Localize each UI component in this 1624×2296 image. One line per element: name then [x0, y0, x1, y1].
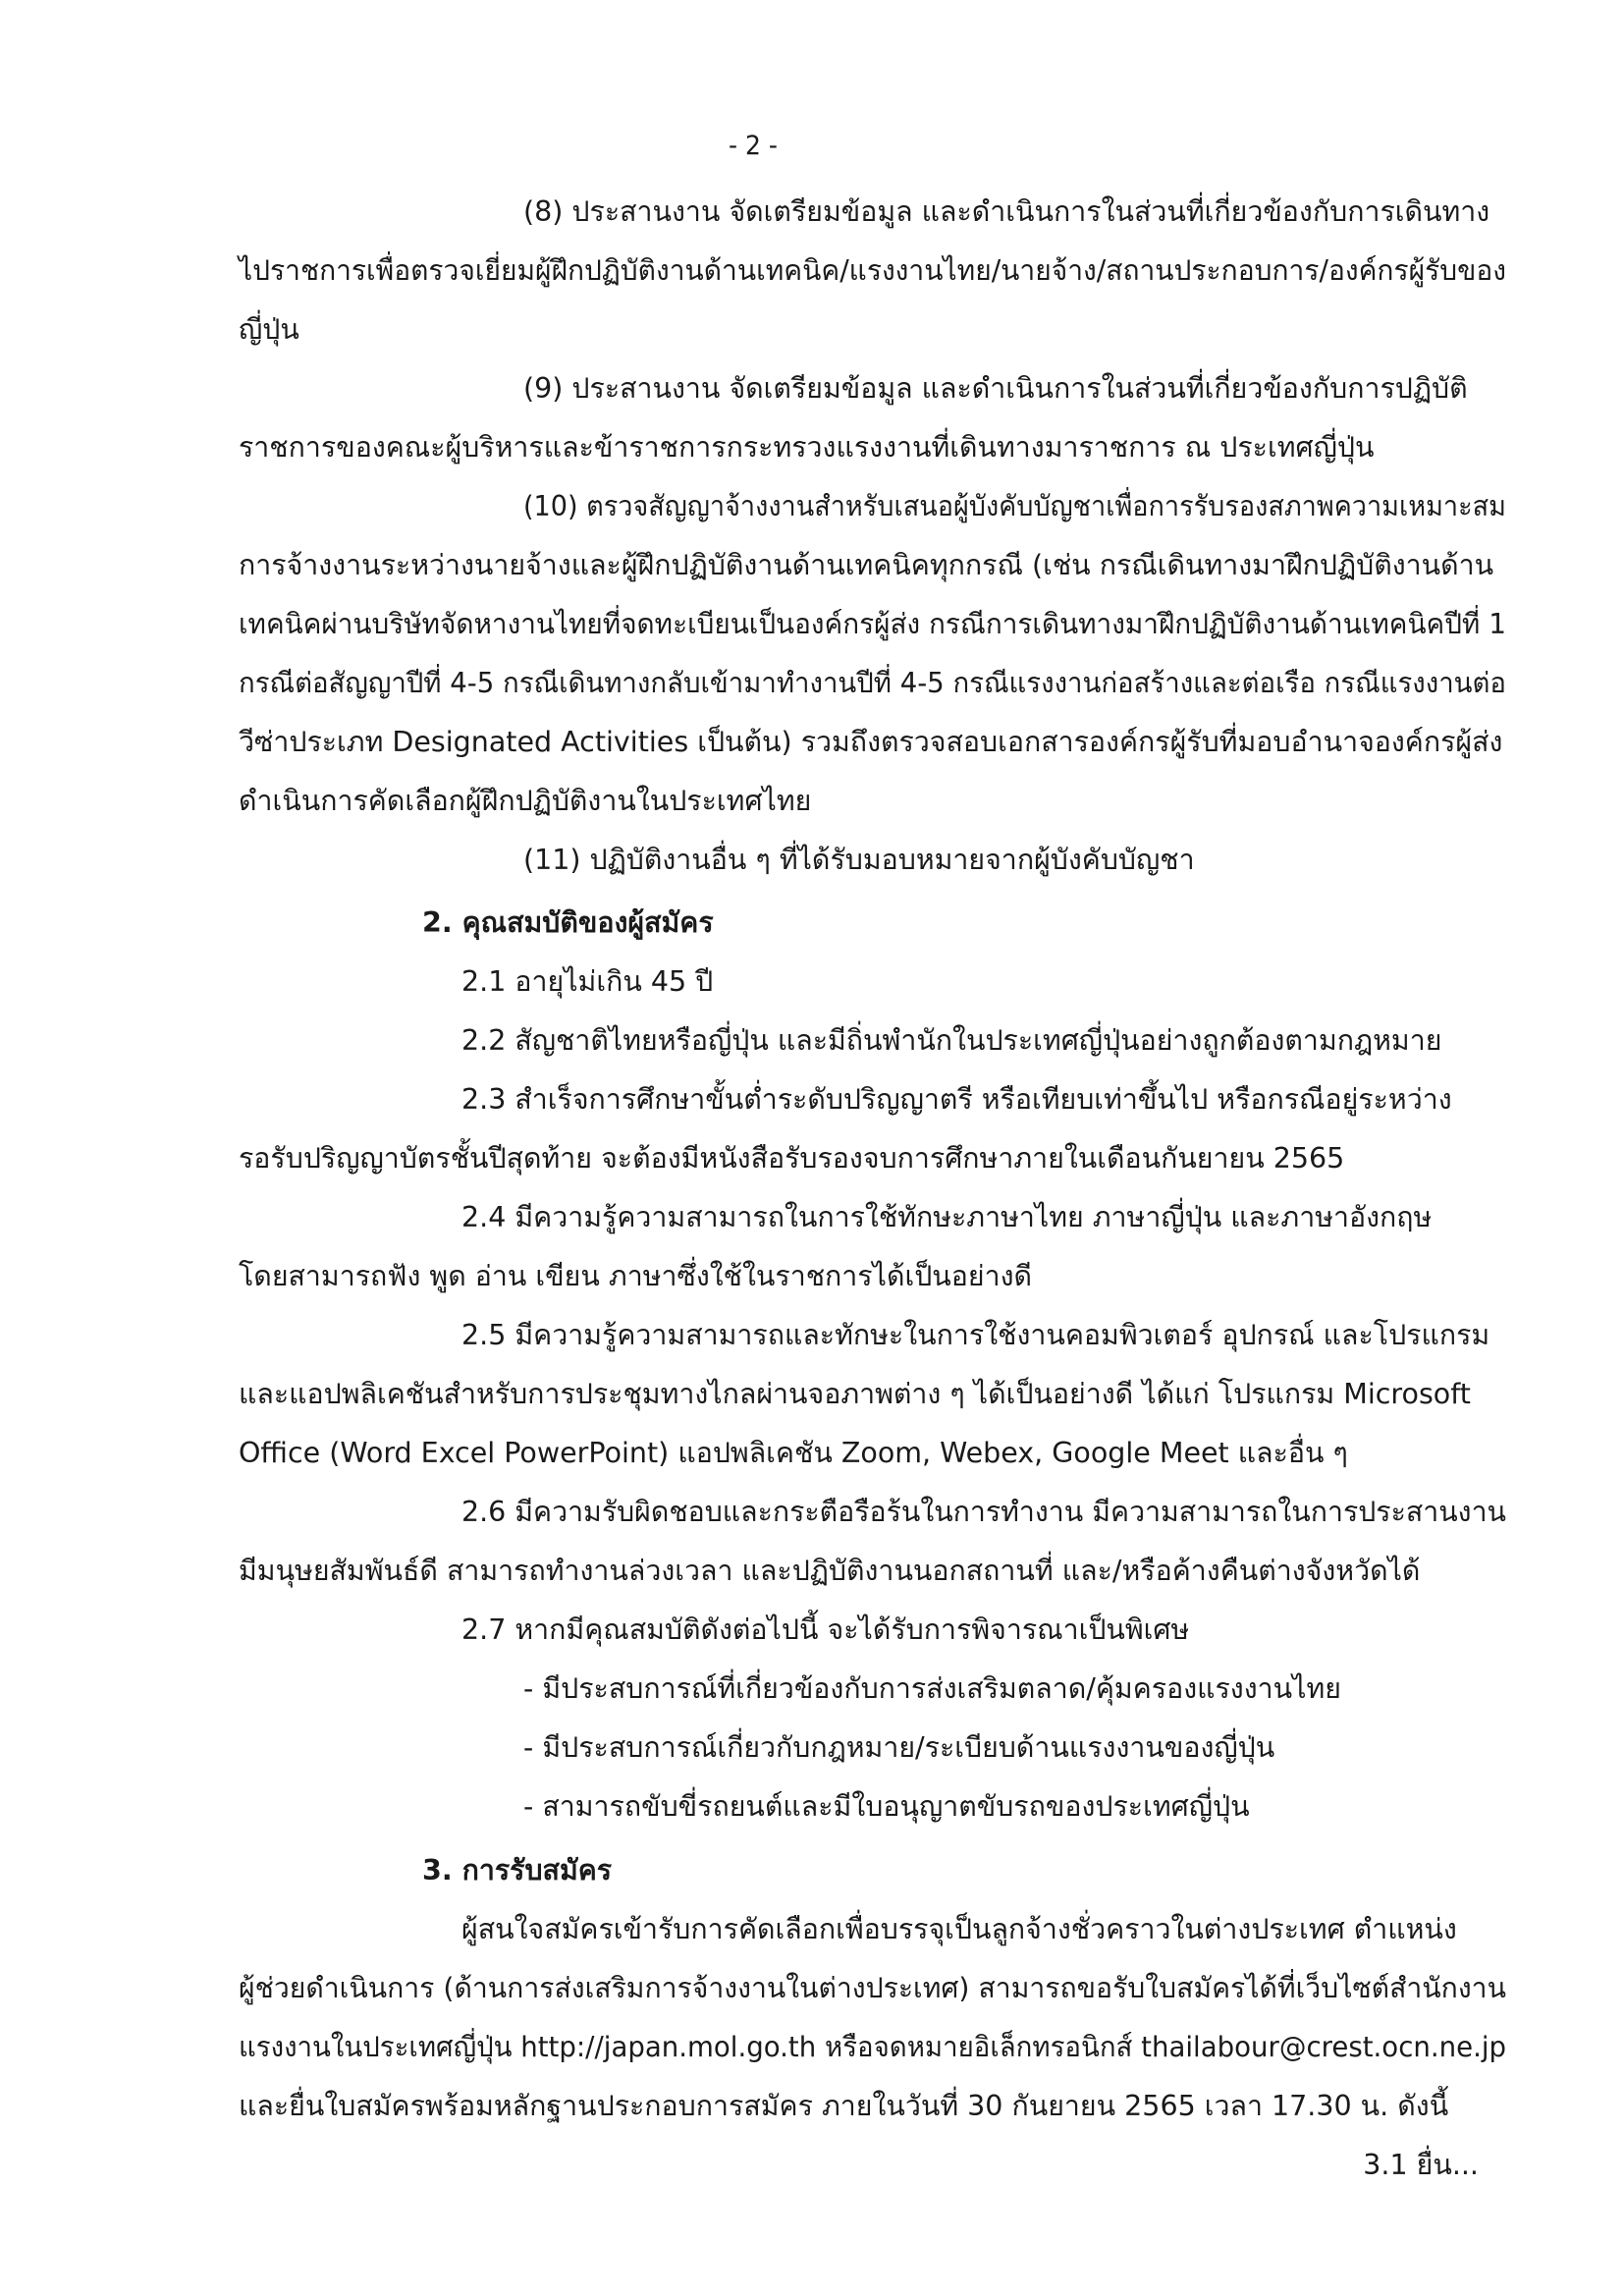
item-11: (11) ปฏิบัติงานอื่น ๆ ที่ได้รับมอบหมายจากผู้บังคับบัญชา — [523, 844, 1195, 876]
section-3-para-line-2: ผู้ช่วยดำเนินการ (ด้านการส่งเสริมการจ้างงานในต่างประเทศ) สามารถขอรับใบสมัครได้ที่เว็บไซต์สำนักงาน — [239, 1972, 1506, 2004]
item-9-line-1: (9) ประสานงาน จัดเตรียมข้อมูล และดำเนินการในส่วนที่เกี่ยวข้องกับการปฏิบัติ — [523, 372, 1468, 405]
qualification-2-3-line-1: 2.3 สำเร็จการศึกษาขั้นต่ำระดับปริญญาตรี หรือเทียบเท่าขึ้นไป หรือกรณีอยู่ระหว่าง — [461, 1083, 1452, 1116]
qualification-2-4-line-1: 2.4 มีความรู้ความสามารถในการใช้ทักษะภาษาไทย ภาษาญี่ปุ่น และภาษาอังกฤษ — [461, 1201, 1433, 1233]
item-8-line-1: (8) ประสานงาน จัดเตรียมข้อมูล และดำเนินการในส่วนที่เกี่ยวข้องกับการเดินทาง — [523, 195, 1490, 228]
page-number: - 2 - — [728, 131, 778, 161]
item-8-line-3: ญี่ปุ่น — [239, 313, 299, 346]
qualification-2-6-line-2: มีมนุษยสัมพันธ์ดี สามารถทำงานล่วงเวลา และปฏิบัติงานนอกสถานที่ และ/หรือค้างคืนต่างจังหวัดได้ — [239, 1555, 1421, 1587]
qualification-2-7: 2.7 หากมีคุณสมบัติดังต่อไปนี้ จะได้รับการพิจารณาเป็นพิเศษ — [461, 1613, 1190, 1646]
qualification-2-1: 2.1 อายุไม่เกิน 45 ปี — [461, 965, 714, 998]
item-10-line-3: เทคนิคผ่านบริษัทจัดหางานไทยที่จดทะเบียนเป็นองค์กรผู้ส่ง กรณีการเดินทางมาฝึกปฏิบัติงานด้านเทคนิคปีที่ 1 — [239, 608, 1506, 640]
section-3-heading: 3. การรับสมัคร — [422, 1854, 613, 1886]
item-10-line-4: กรณีต่อสัญญาปีที่ 4-5 กรณีเดินทางกลับเข้ามาทำงานปีที่ 4-5 กรณีแรงงานก่อสร้างและต่อเรือ กรณีแรงงานต่อ — [239, 667, 1506, 699]
qualification-2-5-line-1: 2.5 มีความรู้ความสามารถและทักษะในการใช้งานคอมพิวเตอร์ อุปกรณ์ และโปรแกรม — [461, 1319, 1490, 1351]
item-10-line-6: ดำเนินการคัดเลือกผู้ฝึกปฏิบัติงานในประเทศไทย — [239, 785, 812, 817]
item-8-line-2: ไปราชการเพื่อตรวจเยี่ยมผู้ฝึกปฏิบัติงานด้านเทคนิค/แรงงานไทย/นายจ้าง/สถานประกอบการ/องค์กรผู้รับของ — [239, 254, 1506, 287]
qualification-2-4-line-2: โดยสามารถฟัง พูด อ่าน เขียน ภาษาซึ่งใช้ในราชการได้เป็นอย่างดี — [239, 1260, 1033, 1292]
bullet-item: - สามารถขับขี่รถยนต์และมีใบอนุญาตขับรถของประเทศญี่ปุ่น — [523, 1790, 1250, 1823]
qualification-2-5-line-2: และแอปพลิเคชันสำหรับการประชุมทางไกลผ่านจอภาพต่าง ๆ ได้เป็นอย่างดี ได้แก่ โปรแกรม Microsoft — [239, 1378, 1471, 1410]
section-3-para-line-3: แรงงานในประเทศญี่ปุ่น http://japan.mol.go.th หรือจดหมายอิเล็กทรอนิกส์ thailabour@crest.ocn.ne.jp — [239, 2031, 1507, 2063]
section-3-para-line-4: และยื่นใบสมัครพร้อมหลักฐานประกอบการสมัคร ภายในวันที่ 30 กันยายน 2565 เวลา 17.30 น. ดังนี้ — [239, 2090, 1449, 2122]
qualification-2-6-line-1: 2.6 มีความรับผิดชอบและกระตือรือร้นในการทำงาน มีความสามารถในการประสานงาน — [461, 1496, 1507, 1528]
item-10-line-5: วีซ่าประเภท Designated Activities เป็นต้น) รวมถึงตรวจสอบเอกสารองค์กรผู้รับที่มอบอำนาจองค์กรผู้ส่ง — [239, 726, 1503, 758]
continuation-marker: 3.1 ยื่น... — [1363, 2149, 1479, 2181]
qualification-2-5-line-3: Office (Word Excel PowerPoint) แอปพลิเคชัน Zoom, Webex, Google Meet และอื่น ๆ — [239, 1437, 1348, 1469]
item-9-line-2: ราชการของคณะผู้บริหารและข้าราชการกระทรวงแรงงานที่เดินทางมาราชการ ณ ประเทศญี่ปุ่น — [239, 431, 1375, 464]
qualification-2-3-line-2: รอรับปริญญาบัตรชั้นปีสุดท้าย จะต้องมีหนังสือรับรองจบการศึกษาภายในเดือนกันยายน 2565 — [239, 1142, 1345, 1175]
section-2-heading: 2. คุณสมบัติของผู้สมัคร — [422, 906, 714, 939]
qualification-2-2: 2.2 สัญชาติไทยหรือญี่ปุ่น และมีถิ่นพำนักในประเทศญี่ปุ่นอย่างถูกต้องตามกฎหมาย — [461, 1024, 1442, 1057]
item-10-line-2: การจ้างงานระหว่างนายจ้างและผู้ฝึกปฏิบัติงานด้านเทคนิคทุกกรณี (เช่น กรณีเดินทางมาฝึกปฏิบัติงานด้าน — [239, 549, 1494, 581]
section-3-para-line-1: ผู้สนใจสมัครเข้ารับการคัดเลือกเพื่อบรรจุเป็นลูกจ้างชั่วคราวในต่างประเทศ ตำแหน่ง — [461, 1913, 1457, 1945]
item-10-line-1: (10) ตรวจสัญญาจ้างงานสำหรับเสนอผู้บังคับบัญชาเพื่อการรับรองสภาพความเหมาะสม — [523, 490, 1506, 522]
bullet-item: - มีประสบการณ์ที่เกี่ยวข้องกับการส่งเสริมตลาด/คุ้มครองแรงงานไทย — [523, 1672, 1341, 1705]
bullet-item: - มีประสบการณ์เกี่ยวกับกฎหมาย/ระเบียบด้านแรงงานของญี่ปุ่น — [523, 1731, 1275, 1764]
